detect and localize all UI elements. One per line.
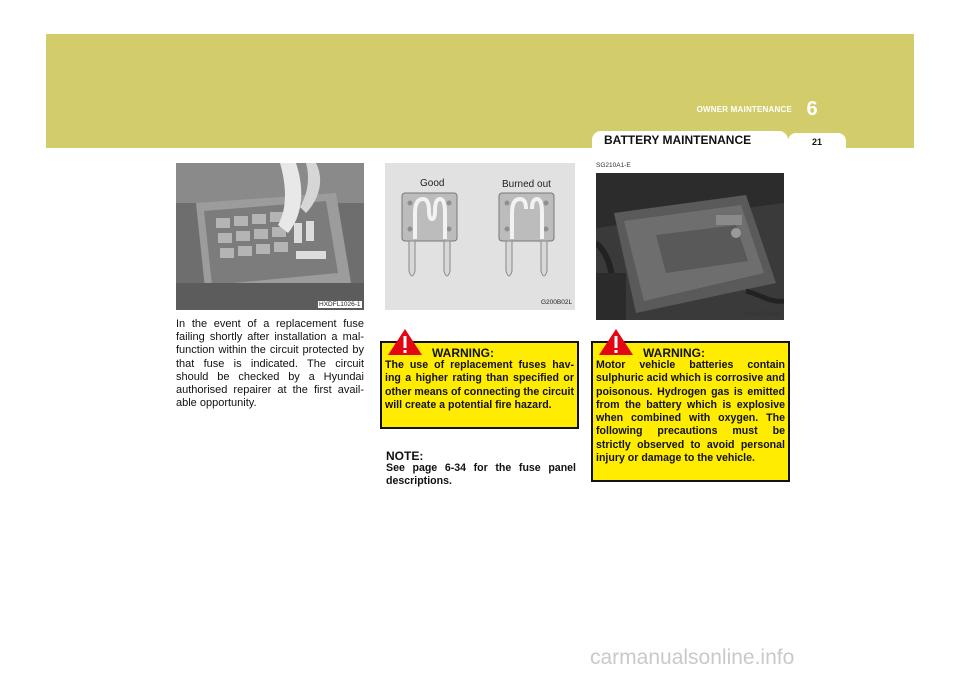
fuse-failure-text: In the event of a replacement fuse failing shortly after installation a mal-function within the circuit protected by that fuse is indicated. The circuit should be checked by a Hyundai authorised repairer at the first avail-able opportunity. bbox=[176, 318, 364, 410]
burned-fuse-icon bbox=[499, 193, 554, 276]
section-doc-code: SG210A1-E bbox=[596, 162, 631, 169]
fuse-box-photo bbox=[176, 163, 364, 310]
figure-code-middle: G200B02L bbox=[541, 299, 573, 306]
warning-title: WARNING: bbox=[643, 346, 705, 360]
warning-icon bbox=[598, 328, 634, 356]
warning-title: WARNING: bbox=[432, 346, 494, 360]
good-fuse-icon bbox=[402, 193, 457, 276]
page-number: 21 bbox=[811, 137, 822, 147]
photo-code-right: OGK076026 bbox=[744, 311, 781, 318]
note-title: NOTE: bbox=[386, 449, 424, 463]
note-text: See page 6-34 for the fuse panel descriptions. bbox=[386, 462, 576, 487]
fuse-label-good: Good bbox=[420, 178, 445, 189]
warning-icon bbox=[387, 328, 423, 356]
battery-photo bbox=[596, 173, 784, 320]
site-watermark: carmanualsonline.info bbox=[590, 646, 795, 669]
chapter-title: OWNER MAINTENANCE bbox=[696, 105, 792, 114]
warning-text: The use of replacement fuses hav-ing a higher rating than specified or other means of connecting the circuit will create a potential fire hazard. bbox=[385, 359, 574, 411]
warning-text: Motor vehicle batteries contain sulphuric acid which is corrosive and poisonous. Hydrogen gas is emitted from the battery which is explosive when combined with oxygen. The following precautions must be strictly observed to avoid personal injury or damage to the vehicle. bbox=[596, 359, 785, 465]
fuse-label-burned-out: Burned out bbox=[502, 179, 551, 190]
photo-code-left: HXDFL1026-1 bbox=[319, 301, 361, 308]
section-title: BATTERY MAINTENANCE bbox=[604, 133, 752, 147]
chapter-number: 6 bbox=[806, 98, 818, 120]
header-band bbox=[46, 34, 914, 148]
